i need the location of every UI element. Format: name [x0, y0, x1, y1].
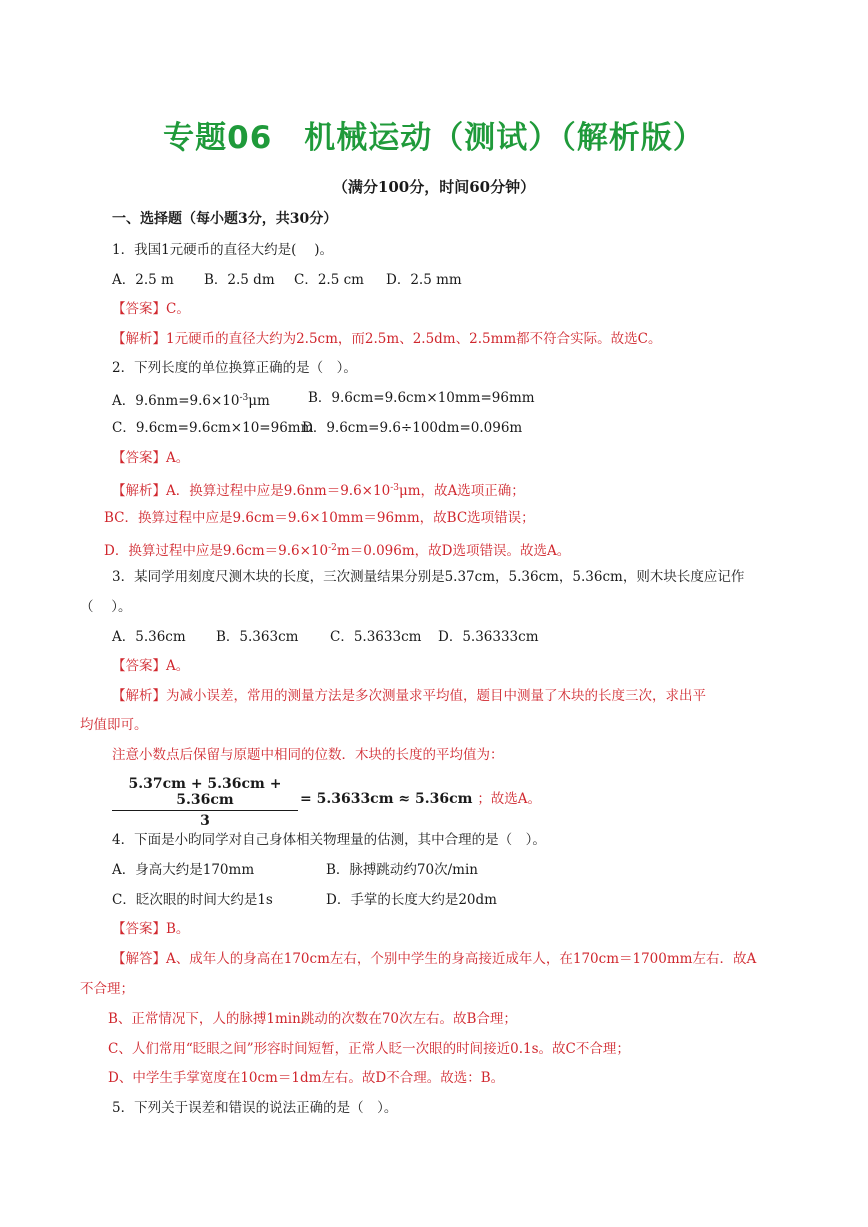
question-4-analysis-4: C、人们常用“眨眼之间”形容时间短暂，正常人眨一次眼的时间接近0.1s。故C不合理；: [108, 1041, 630, 1057]
question-3-analysis-1: 【解析】为减小误差，常用的测量方法是多次测量求平均值，题目中测量了木块的长度三次，求出平: [112, 688, 706, 704]
page-subtitle: （满分100分，时间60分钟）: [332, 178, 536, 196]
q3-option-a: A．5.36cm: [112, 629, 186, 645]
q4-option-b: B．脉搏跳动约70次/min: [326, 862, 478, 878]
question-4-analysis-3: B、正常情况下，人的脉搏1min跳动的次数在70次左右。故B合理；: [108, 1011, 517, 1027]
question-3-analysis-3: 注意小数点后保留与原题中相同的位数．木块的长度的平均值为：: [112, 747, 504, 763]
question-2-analysis-2: BC．换算过程中应是9.6cm＝9.6×10mm＝96mm，故BC选项错误；: [104, 510, 535, 526]
q2-option-b: B．9.6cm=9.6cm×10mm=96mm: [308, 390, 535, 406]
q3-option-d: D．5.36333cm: [438, 629, 539, 645]
question-2-stem: 2．下列长度的单位换算正确的是（ ）。: [112, 360, 357, 376]
question-4-stem: 4．下面是小昀同学对自己身体相关物理量的估测，其中合理的是（ ）。: [112, 832, 546, 848]
q1-option-b: B．2.5 dm: [204, 272, 275, 288]
q2-option-d: D．9.6cm=9.6÷100dm=0.096m: [302, 420, 523, 436]
q4-option-a: A．身高大约是170mm: [112, 862, 255, 878]
formula-fraction: [112, 776, 298, 829]
page-title: 专题06 机械运动（测试）（解析版）: [163, 120, 705, 156]
question-1-answer: 【答案】C。: [112, 301, 190, 317]
question-4-analysis-1: 【解答】A、成年人的身高在170cm左右，个别中学生的身高接近成年人，在170cm＝1700mm左右．故A: [112, 951, 757, 967]
question-2-analysis-3: D．换算过程中应是$9.6cm=9.6\times 10^{-2}m=0.096m$，故D选项错误。故选A。: [104, 543, 571, 559]
question-2-answer: 【答案】A。: [112, 450, 190, 466]
question-3-stem-1: 3．某同学用刻度尺测木块的长度，三次测量结果分别是5.37cm，5.36cm，5.36cm，则木块长度应记作: [112, 569, 745, 585]
formula-tail: ；故选A。: [477, 791, 542, 807]
question-3-analysis-2: 均值即可。: [80, 717, 148, 733]
question-4-answer: 【答案】B。: [112, 921, 190, 937]
question-4-analysis-2: 不合理；: [80, 981, 134, 997]
formula-numerator: 5.37cm + 5.36cm + 5.36cm: [112, 776, 298, 811]
question-3-stem-2: （ ）。: [80, 599, 132, 615]
section-heading: 一、选择题（每小题3分，共30分）: [112, 211, 338, 227]
question-4-analysis-5: D、中学生手掌宽度在10cm＝1dm左右。故D不合理。故选：B。: [108, 1070, 505, 1086]
question-5-stem: 5．下列关于误差和错误的说法正确的是（ ）。: [112, 1100, 398, 1116]
question-2-analysis-1: 【解析】A．换算过程中应是$9.6nm=9.6\times 10^{-3}\mu m$，故A选项正确；: [112, 483, 525, 499]
q2-option-c: C．9.6cm=9.6cm×10=96mm: [112, 420, 314, 436]
question-1-stem: 1．我国1元硬币的直径大约是( )。: [112, 242, 334, 258]
q3-option-b: B．5.363cm: [216, 629, 299, 645]
question-1-analysis: 【解析】1元硬币的直径大约为2.5cm，而2.5m、2.5dm、2.5mm都不符合实际。故选C。: [112, 331, 662, 347]
formula-result: = 5.3633cm ≈ 5.36cm ；故选A。: [300, 791, 542, 807]
q1-option-a: A．2.5 m: [112, 272, 174, 288]
formula-denominator: 3: [200, 813, 210, 829]
q4-option-c: C．眨次眼的时间大约是1s: [112, 892, 273, 908]
question-3-answer: 【答案】A。: [112, 658, 190, 674]
q1-option-d: D．2.5 mm: [386, 272, 462, 288]
q4-option-d: D．手掌的长度大约是20dm: [326, 892, 497, 908]
q1-option-c: C．2.5 cm: [294, 272, 364, 288]
q2-option-a: A．$9.6nm=9.6\times 10^{-3}\mu m$: [112, 393, 270, 409]
q3-option-c: C．5.3633cm: [330, 629, 422, 645]
